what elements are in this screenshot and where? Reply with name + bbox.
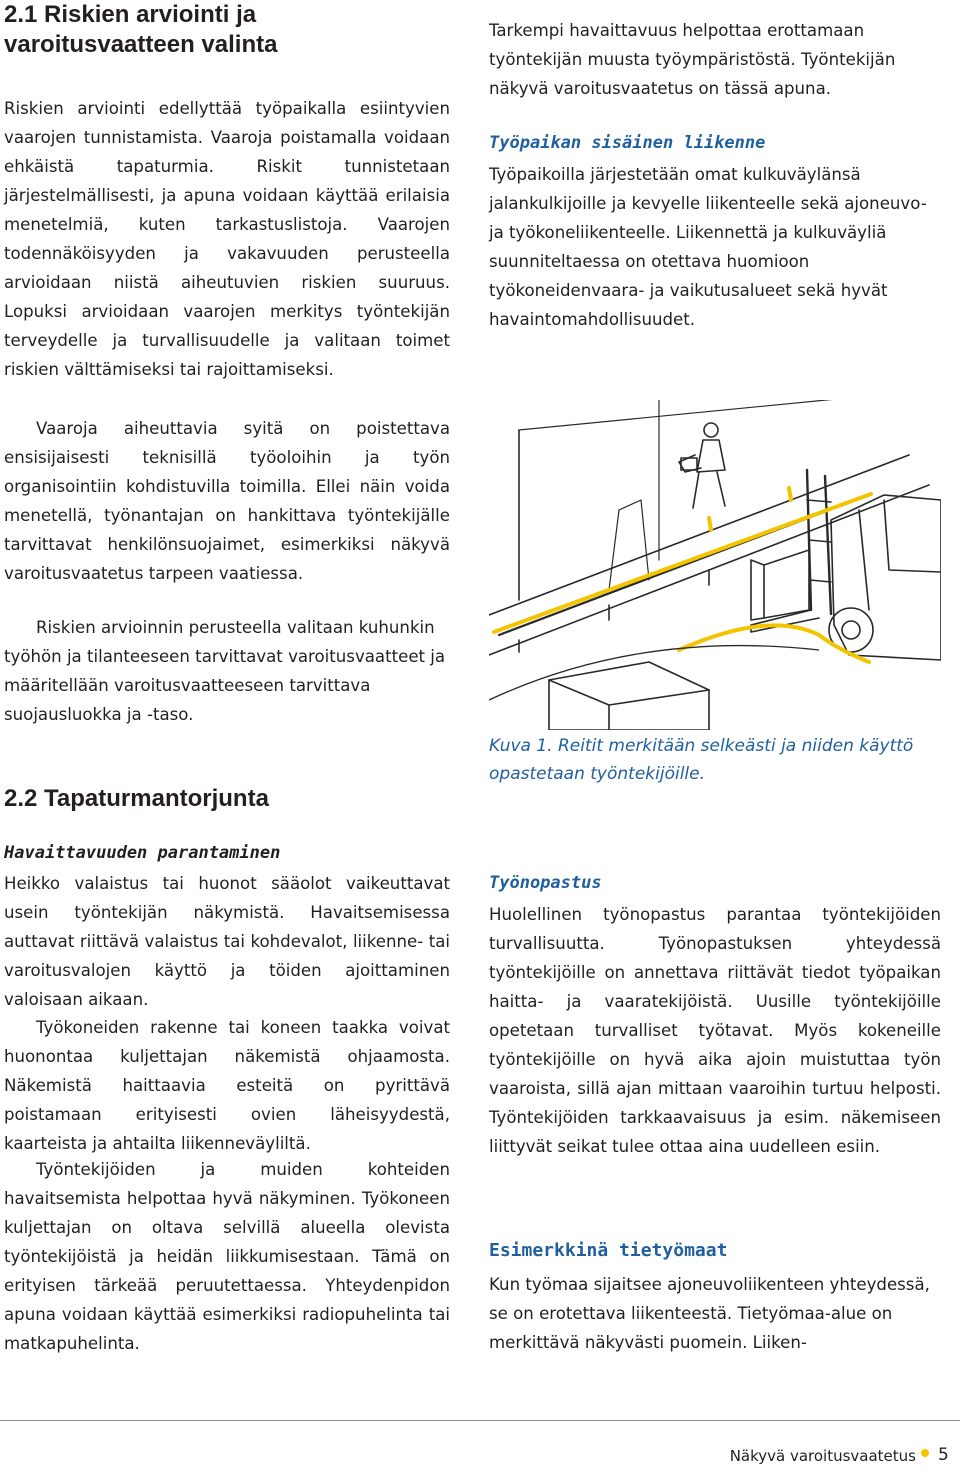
footer-title: Näkyvä varoitusvaatetus bbox=[729, 1447, 916, 1465]
paragraph-risk-assessment: Riskien arviointi edellyttää työpaikalla esiintyvien vaarojen tunnistamista. Vaaroja poistamalla voidaan ehkäistä tapaturmia. Riskit tunnistetaan järjestelmällisesti, ja apuna voidaan käyttää erilaisia menetelmiä, kuten tarkastuslistoja. Vaarojen todennäköisyyden ja vakavuuden perusteella arvioidaan niistä aiheutuvien riskien suuruus. Lopuksi arvioidaan vaarojen merkitys työntekijän terveydelle ja turvallisuudelle ja valitaan toimet riskien välttämiseksi tai rajoittamiseksi. bbox=[4, 99, 450, 379]
subheading-work-instruction: Työnopastus bbox=[489, 873, 602, 893]
paragraph-precise-visibility: Tarkempi havaittavuus helpottaa erottamaan työntekijän muusta työympäristöstä. Työntekijän näkyvä varoitusvaatetus on tässä apuna. bbox=[489, 21, 896, 98]
forklift-walkway-illustration bbox=[489, 400, 941, 730]
paragraph-machine-visibility: Työkoneiden rakenne tai koneen taakka voivat huonontaa kuljettajan näkemistä ohjaamosta. Näkemistä haittaavia esteitä on pyrittävä poistamaan erityisesti ovien läheisyydestä, kaarteista ja ahtailta liikenneväyliltä. bbox=[4, 1018, 450, 1153]
paragraph-walkways: Työpaikoilla järjestetään omat kulkuväylänsä jalankulkijoille ja kevyelle liikenteelle sekä ajoneuvo- ja työkoneliikenteelle. Liikennettä ja kulkuväyliä suunniteltaessa on otettava huomioon työkoneidenvaara- ja vaikutusalueet sekä hyvät havaintomahdollisuudet. bbox=[489, 165, 927, 329]
paragraph-worker-detection: Työntekijöiden ja muiden kohteiden havaitsemista helpottaa hyvä näkyminen. Työkoneen kuljettajan on oltava selvillä alueella olevista työntekijöistä ja heidän liikkumisestaan. Tämä on erityisen tärkeää peruutettaessa. Yhteydenpidon apuna voidaan käyttää esimerkiksi radiopuhelinta tai matkapuhelinta. bbox=[4, 1160, 450, 1353]
subheading-internal-traffic: Työpaikan sisäinen liikenne bbox=[489, 133, 766, 153]
section-2-1-heading: 2.1 Riskien arviointi ja varoitusvaatteen valinta bbox=[4, 1, 278, 58]
paragraph-road-worksites: Kun työmaa sijaitsee ajoneuvoliikenteen yhteydessä, se on erotettava liikenteestä. Tietyömaa-alue on merkittävä näkyvästi puomein. Liiken- bbox=[489, 1275, 930, 1352]
section-2-2-heading: 2.2 Tapaturmantorjunta bbox=[4, 785, 269, 812]
subheading-road-worksites: Esimerkkinä tietyömaat bbox=[489, 1240, 728, 1261]
paragraph-lighting: Heikko valaistus tai huonot sääolot vaikeuttavat usein työntekijän näkymistä. Havaitsemisessa auttavat riittävä valaistus tai kohdevalot, liikenne- tai varoitusvalojen käyttö ja töiden ajoittaminen valoisaan aikaan. bbox=[4, 874, 450, 1009]
paragraph-protection-class: Riskien arvioinnin perusteella valitaan kuhunkin työhön ja tilanteeseen tarvittavat varoitusvaatteet ja määritellään varoitusvaatteeseen tarvittava suojausluokka ja -taso. bbox=[4, 618, 446, 724]
paragraph-work-instruction: Huolellinen työnopastus parantaa työntekijöiden turvallisuutta. Työnopastuksen yhteydessä työntekijöille on annettava riittävät tiedot työpaikan haitta- ja vaaratekijöistä. Uusille työntekijöille opetetaan turvalliset työtavat. Myös kokeneille työntekijöille on hyvä aika ajoin muistuttaa työn vaaroista, sillä ajan mittaan vaaroihin turtuu helposti. Työntekijöiden tarkkaavaisuus ja esim. näkemiseen liittyvät seikat tulee ottaa aina uudelleen esiin. bbox=[489, 905, 941, 1156]
footer-bullet-icon bbox=[921, 1449, 929, 1457]
footer-divider bbox=[0, 1420, 960, 1421]
subheading-visibility: Havaittavuuden parantaminen bbox=[4, 843, 281, 863]
figure-caption: Kuva 1. Reitit merkitään selkeästi ja niiden käyttö opastetaan työntekijöille. bbox=[489, 736, 914, 784]
page-number: 5 bbox=[938, 1445, 949, 1465]
paragraph-technical-measures: Vaaroja aiheuttavia syitä on poistettava ensisijaisesti teknisillä työoloihin ja työn organisointiin kohdistuvilla toimilla. Ellei näin voida menetellä, työnantajan on hankittava työntekijälle tarvittavat henkilönsuojaimet, esimerkiksi näkyvä varoitusvaatetus tarpeen vaatiessa. bbox=[4, 419, 450, 583]
